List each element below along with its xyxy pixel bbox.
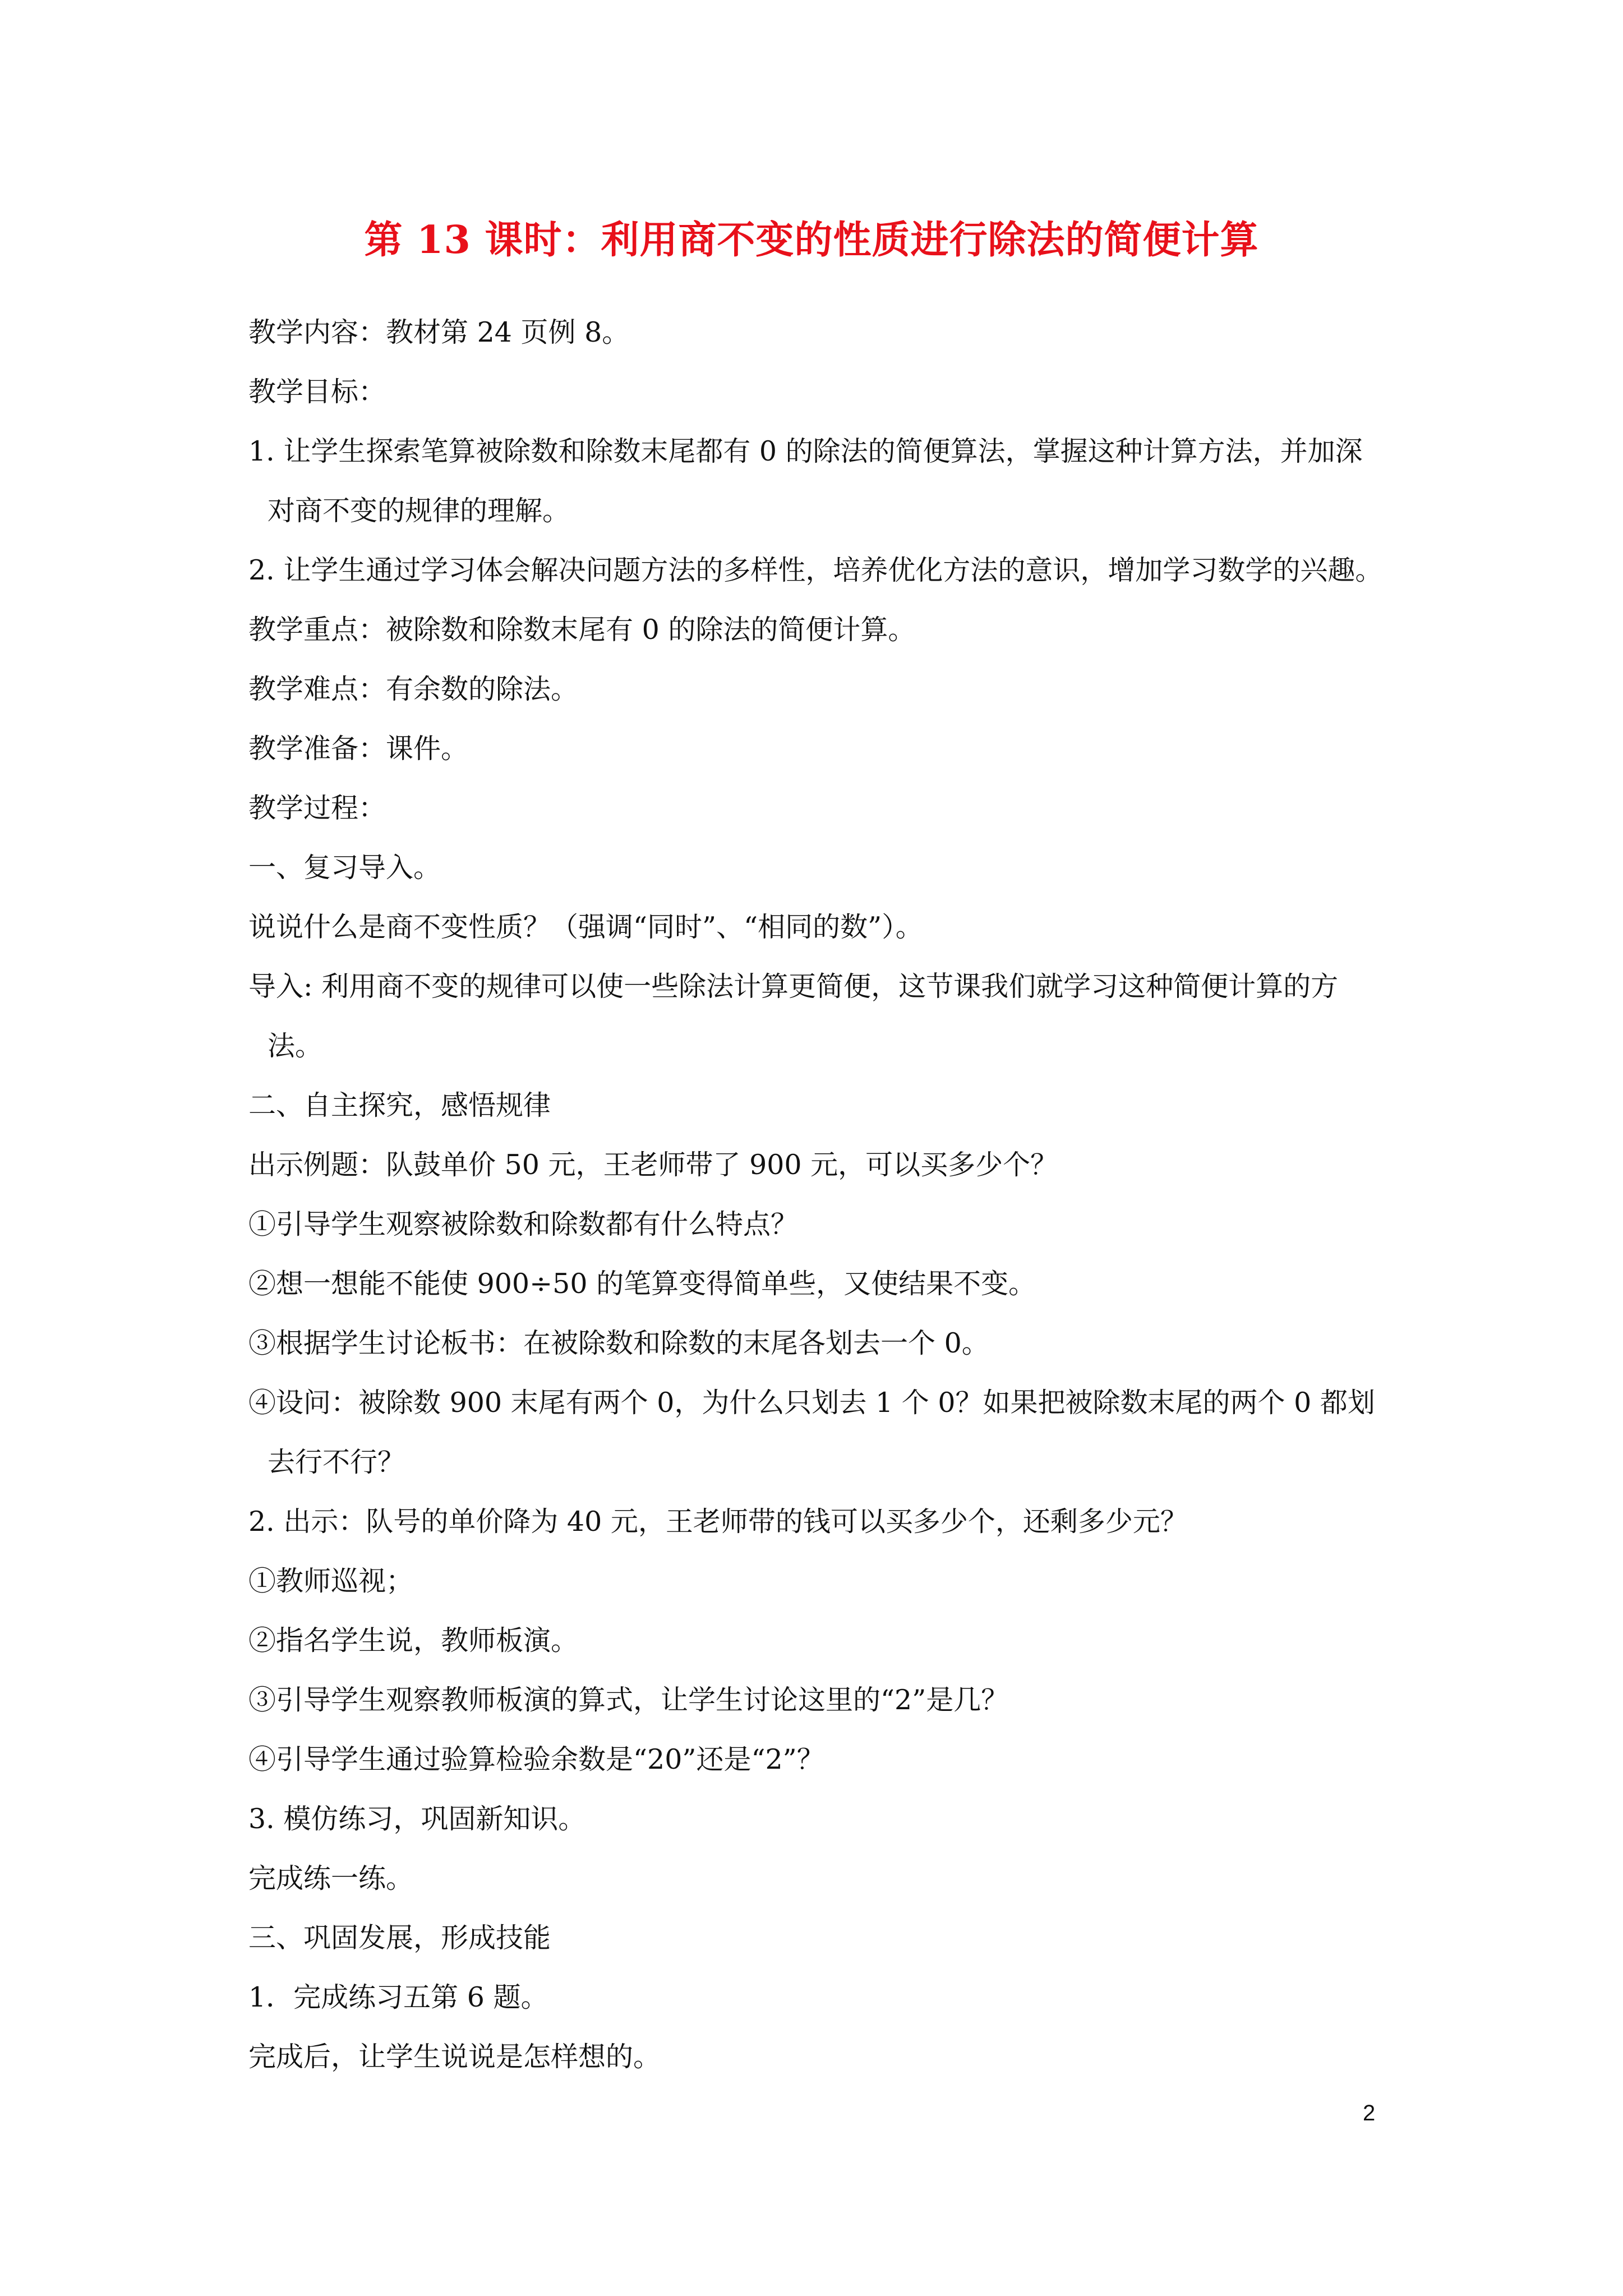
page-number: 2 [1363, 2101, 1376, 2125]
section-heading-explore: 二、自主探究，感悟规律 [248, 1089, 551, 1121]
paragraph-difficult-point: 教学难点：有余数的除法。 [248, 673, 579, 705]
paragraph-teaching-goals-heading: 教学目标： [248, 376, 386, 408]
list-item-question-continued: 去行不行？ [268, 1446, 405, 1478]
paragraph-goal-1-continued: 对商不变的规律的理解。 [268, 495, 570, 527]
list-item-patrol: ①教师巡视； [248, 1565, 414, 1597]
list-item-board-writing: ③根据学生讨论板书：在被除数和除数的末尾各划去一个 0。 [248, 1327, 989, 1359]
paragraph-review-question: 说说什么是商不变性质？（强调“同时”、“相同的数”）。 [248, 911, 923, 943]
list-item-verify: ④引导学生通过验算检验余数是“20”还是“2”？ [248, 1743, 824, 1775]
paragraph-introduction: 导入: 利用商不变的规律可以使一些除法计算更简便，这节课我们就学习这种简便计算的方 [248, 970, 1339, 1002]
paragraph-process-heading: 教学过程： [248, 792, 386, 824]
paragraph-example: 出示例题：队鼓单价 50 元，王老师带了 900 元，可以买多少个？ [248, 1149, 1058, 1181]
paragraph-introduction-continued: 法。 [268, 1030, 323, 1062]
paragraph-goal-1: 1. 让学生探索笔算被除数和除数末尾都有 0 的除法的简便算法，掌握这种计算方法，并加深 [248, 435, 1363, 467]
paragraph-after-completion: 完成后，让学生说说是怎样想的。 [248, 2041, 661, 2073]
paragraph-practice: 3. 模仿练习，巩固新知识。 [248, 1803, 586, 1835]
paragraph-key-point: 教学重点：被除数和除数末尾有 0 的除法的简便计算。 [248, 614, 916, 646]
paragraph-exercise-6: 1．完成练习五第 6 题。 [248, 1981, 548, 2013]
list-item-question: ④设问：被除数 900 末尾有两个 0，为什么只划去 1 个 0？如果把被除数末尾的两个 0 都划 [248, 1387, 1375, 1419]
section-heading-review: 一、复习导入。 [248, 852, 441, 884]
paragraph-example-2: 2. 出示：队号的单价降为 40 元，王老师带的钱可以买多少个，还剩多少元？ [248, 1506, 1188, 1538]
paragraph-teaching-content: 教学内容：教材第 24 页例 8。 [248, 316, 630, 348]
list-item-think: ②想一想能不能使 900÷50 的笔算变得简单些，又使结果不变。 [248, 1268, 1036, 1300]
list-item-discuss: ③引导学生观察教师板演的算式，让学生讨论这里的“2”是几？ [248, 1684, 1009, 1716]
section-heading-consolidate: 三、巩固发展，形成技能 [248, 1922, 551, 1954]
paragraph-preparation: 教学准备：课件。 [248, 733, 469, 765]
paragraph-complete-exercise: 完成练一练。 [248, 1862, 414, 1894]
document-body [248, 303, 1387, 2087]
page-title: 第 13 课时：利用商不变的性质进行除法的简便计算 [364, 218, 1259, 263]
list-item-observe: ①引导学生观察被除数和除数都有什么特点？ [248, 1208, 799, 1240]
paragraph-goal-2: 2. 让学生通过学习体会解决问题方法的多样性，培养优化方法的意识，增加学习数学的兴趣。 [248, 554, 1383, 586]
list-item-demonstrate: ②指名学生说，教师板演。 [248, 1625, 579, 1657]
